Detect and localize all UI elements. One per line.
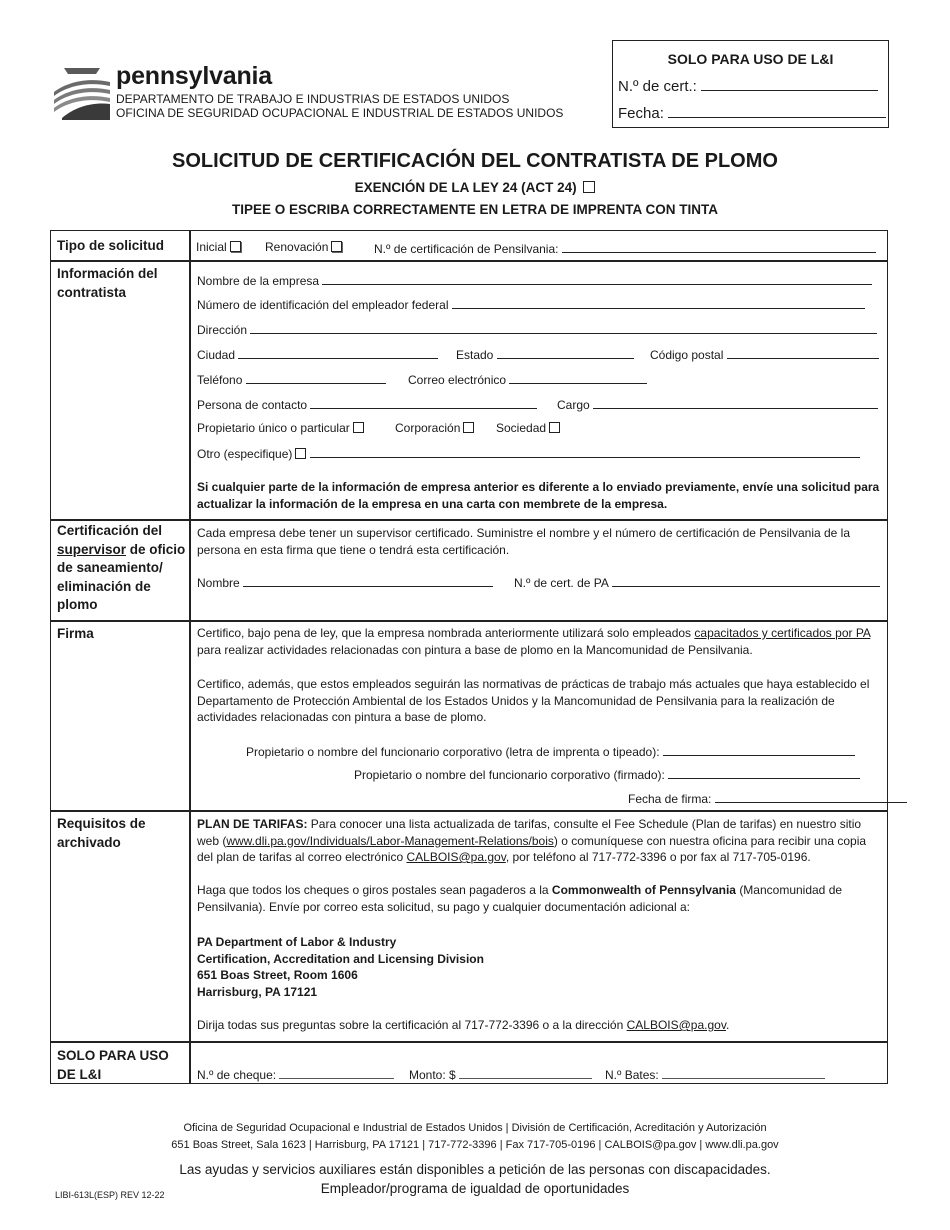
- supervisor-instructions: Cada empresa debe tener un supervisor certificado. Suministre el nombre y el número de certificación de Pensilvania de la persona en esta firma que tiene o tendrá esta certificación.: [197, 526, 851, 557]
- li-use-only-box: [612, 40, 889, 128]
- sign-date-field[interactable]: [715, 790, 907, 803]
- email-label: Correo electrónico: [408, 373, 507, 387]
- contact-person-field[interactable]: [310, 396, 537, 409]
- other-checkbox[interactable]: [295, 448, 306, 459]
- other-label: Otro (especifique): [197, 447, 293, 461]
- row-divider: [50, 519, 888, 521]
- supervisor-pa-cert-field[interactable]: [612, 574, 880, 587]
- corporation-label: Corporación: [395, 421, 461, 435]
- date-label: Fecha:: [618, 105, 664, 122]
- position-label: Cargo: [557, 398, 590, 412]
- pa-cert-number-label: N.º de certificación de Pensilvania:: [374, 242, 559, 256]
- brand-name: pennsylvania: [116, 62, 272, 90]
- owner-print-field[interactable]: [663, 743, 855, 756]
- li-box-title: SOLO PARA USO DE L&I: [667, 51, 834, 67]
- address-label: Dirección: [197, 323, 248, 337]
- check-number-field[interactable]: [279, 1066, 394, 1079]
- column-divider: [189, 230, 191, 1084]
- pennsylvania-keystone-logo-icon: [52, 62, 112, 122]
- date-field[interactable]: [668, 105, 886, 118]
- mailing-address: PA Department of Labor & Industry Certification, Accreditation and Licensing Division 651 Boas Street, Room 1606 Harrisburg, PA 17121: [197, 935, 484, 999]
- supervisor-cert-label: Certificación del supervisor de oficio de saneamiento/ eliminación de plomo: [57, 523, 186, 612]
- corporation-checkbox[interactable]: [463, 422, 474, 433]
- fee-schedule-paragraph: PLAN DE TARIFAS: Para conocer una lista actualizada de tarifas, consulte el Fee Schedule (Plan de tarifas) en nuestro sitio web (www.dli.pa.gov/Individuals/Labor-Management-Relations/bois) o comuníquese con nuestra oficina para recibir una copia del plan de tarifas al correo electrónico CALBOIS@pa.gov, por teléfono al 717-772-3396 o por fax al 717-705-0196.: [197, 817, 867, 864]
- row-divider: [50, 620, 888, 622]
- row-divider: [50, 260, 888, 262]
- certification-paragraph-1: Certifico, bajo pena de ley, que la empresa nombrada anteriormente utilizará solo empleados capacitados y certificados por PA para realizar actividades relacionadas con pintura a base de plomo en la Mancomunidad de Pensilvania.: [197, 626, 871, 657]
- fee-schedule-link[interactable]: www.dli.pa.gov/Individuals/Labor-Management-Relations/bois: [226, 833, 554, 848]
- initial-checkbox[interactable]: [230, 241, 241, 252]
- payment-paragraph: Haga que todos los cheques o giros postales sean pagaderos a la Commonwealth of Pennsylvania (Mancomunidad de Pensilvania). Envíe por correo esta solicitud, su pago y cualquier documentación adicional a:: [197, 883, 843, 914]
- questions-paragraph: Dirija todas sus preguntas sobre la certificación al 717-772-3396 o a la dirección CALBOIS@pa.gov.: [197, 1018, 730, 1032]
- application-type-label: Tipo de solicitud: [57, 238, 165, 253]
- footer-contact: 651 Boas Street, Sala 1623 | Harrisburg, PA 17121 | 717-772-3396 | Fax 717-705-0196 | CALBOIS@pa.gov | www.dli.pa.gov: [171, 1139, 779, 1151]
- act24-checkbox[interactable]: [583, 181, 595, 193]
- supervisor-pa-cert-label: N.º de cert. de PA: [514, 576, 609, 590]
- renewal-checkbox[interactable]: [331, 241, 342, 252]
- city-label: Ciudad: [197, 348, 236, 362]
- act24-exemption: [0, 180, 950, 195]
- initial-label: Inicial: [196, 240, 227, 254]
- supervisor-name-field[interactable]: [243, 574, 493, 587]
- bates-number-field[interactable]: [662, 1066, 825, 1079]
- company-name-field[interactable]: [322, 272, 872, 285]
- department-name: DEPARTAMENTO DE TRABAJO E INDUSTRIAS DE ESTADOS UNIDOS: [116, 92, 510, 106]
- phone-label: Teléfono: [197, 373, 243, 387]
- update-info-note: Si cualquier parte de la información de empresa anterior es diferente a lo enviado previamente, envíe una solicitud para actualizar la información de la empresa en una carta con membrete de la empresa.: [197, 480, 880, 511]
- pa-cert-number-field[interactable]: [562, 240, 876, 253]
- cert-number-field[interactable]: [701, 78, 878, 91]
- sole-proprietor-checkbox[interactable]: [353, 422, 364, 433]
- certification-paragraph-2: Certifico, además, que estos empleados seguirán las normativas de prácticas de trabajo más actuales que haya establecido el Departamento de Protección Ambiental de los Estados Unidos y la Mancomunidad de Pensilvania para la realización de actividades relacionadas con pintura a base de plomo.: [197, 677, 870, 724]
- act24-label: EXENCIÓN DE LA LEY 24 (ACT 24): [354, 180, 577, 195]
- ein-label: Número de identificación del empleador federal: [197, 298, 449, 312]
- zip-label: Código postal: [650, 348, 724, 362]
- instructions: TIPEE O ESCRIBA CORRECTAMENTE EN LETRA DE IMPRENTA CON TINTA: [231, 202, 718, 217]
- check-number-label: N.º de cheque:: [197, 1068, 277, 1082]
- state-label: Estado: [456, 348, 494, 362]
- ein-field[interactable]: [452, 296, 865, 309]
- city-field[interactable]: [238, 346, 438, 359]
- contact-person-label: Persona de contacto: [197, 398, 308, 412]
- filing-requirements-label: Requisitos de archivado: [57, 816, 146, 850]
- footer-office: Oficina de Seguridad Ocupacional e Industrial de Estados Unidos | División de Certificación, Acreditación y Autorización: [183, 1122, 767, 1134]
- cert-number-label: N.º de cert.:: [618, 78, 697, 95]
- address-field[interactable]: [250, 321, 877, 334]
- phone-field[interactable]: [246, 371, 386, 384]
- partnership-label: Sociedad: [496, 421, 547, 435]
- footer-accessibility: Las ayudas y servicios auxiliares están disponibles a petición de las personas con discapacidades.: [179, 1162, 771, 1177]
- zip-field[interactable]: [727, 346, 879, 359]
- bates-number-label: N.º Bates:: [605, 1068, 659, 1082]
- footer-eoe: Empleador/programa de igualdad de oportunidades: [320, 1181, 630, 1196]
- owner-signed-field[interactable]: [668, 766, 860, 779]
- sole-proprietor-label: Propietario único o particular: [197, 421, 350, 435]
- supervisor-name-label: Nombre: [197, 576, 240, 590]
- signature-label: Firma: [57, 626, 94, 641]
- sign-date-label: Fecha de firma:: [628, 792, 712, 806]
- other-specify-field[interactable]: [310, 445, 860, 458]
- position-field[interactable]: [593, 396, 878, 409]
- amount-label: Monto: $: [409, 1068, 456, 1082]
- calbois-email-link[interactable]: CALBOIS@pa.gov: [406, 850, 506, 864]
- li-only-label: SOLO PARA USO DE L&I: [57, 1048, 169, 1082]
- row-divider: [50, 810, 888, 812]
- page-title: SOLICITUD DE CERTIFICACIÓN DEL CONTRATISTA DE PLOMO: [172, 150, 778, 172]
- amount-field[interactable]: [459, 1066, 592, 1079]
- form-number: LIBI-613L(ESP) REV 12-22: [55, 1190, 165, 1200]
- office-name: OFICINA DE SEGURIDAD OCUPACIONAL E INDUSTRIAL DE ESTADOS UNIDOS: [116, 106, 564, 120]
- company-name-label: Nombre de la empresa: [197, 274, 320, 288]
- row-divider: [50, 1041, 888, 1043]
- owner-signed-label: Propietario o nombre del funcionario corporativo (firmado):: [354, 768, 665, 782]
- renewal-label: Renovación: [265, 240, 329, 254]
- contractor-info-label: Información del contratista: [57, 266, 158, 300]
- state-field[interactable]: [497, 346, 634, 359]
- partnership-checkbox[interactable]: [549, 422, 560, 433]
- email-field[interactable]: [509, 371, 647, 384]
- owner-print-label: Propietario o nombre del funcionario corporativo (letra de imprenta o tipeado):: [246, 745, 660, 759]
- questions-email-link[interactable]: CALBOIS@pa.gov: [626, 1018, 726, 1032]
